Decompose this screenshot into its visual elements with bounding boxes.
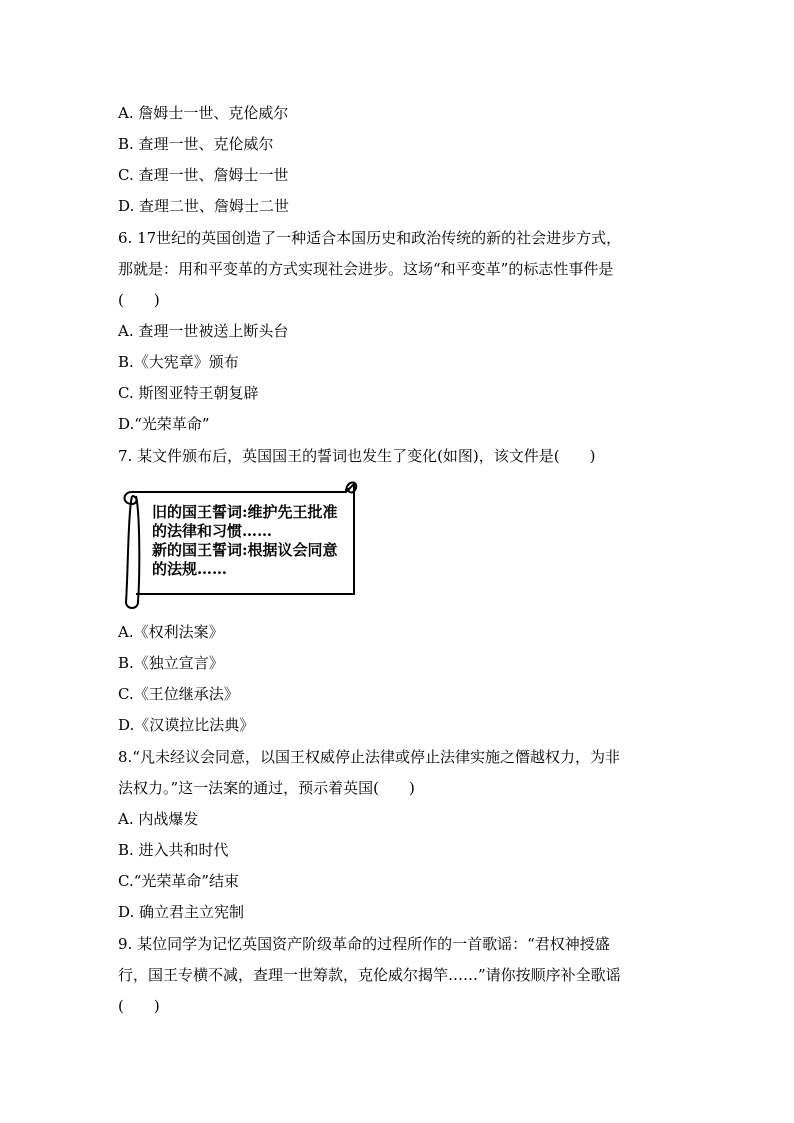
q6-option-c[interactable]: C. 斯图亚特王朝复辟 <box>118 384 259 402</box>
q5-option-b[interactable]: B. 查理一世、克伦威尔 <box>118 135 274 153</box>
scroll-line-4: 的法规…… <box>152 560 228 578</box>
scroll-text <box>152 503 338 579</box>
q6-option-d[interactable]: D.“光荣革命” <box>118 415 210 433</box>
q6-stem-line-2: 那就是：用和平变革的方式实现社会进步。这场“和平变革”的标志性事件是 <box>118 260 614 278</box>
q9-stem-line-1: 9. 某位同学为记忆英国资产阶级革命的过程所作的一首歌谣：“君权神授盛 <box>118 935 610 953</box>
q8-option-c[interactable]: C.“光荣革命”结束 <box>118 872 240 890</box>
q7-stem-line-1: 7. 某文件颁布后，英国国王的誓词也发生了变化(如图)，该文件是( ) <box>118 447 596 465</box>
q9-stem-line-2: 行，国王专横不减，查理一世筹款，克伦威尔揭竿……”请你按顺序补全歌谣 <box>118 966 621 984</box>
q5-option-d[interactable]: D. 查理二世、詹姆士二世 <box>118 197 290 215</box>
scroll-line-1: 旧的国王誓词:维护先王批准 <box>152 503 338 521</box>
q6-answer-blank: ( ) <box>118 291 160 309</box>
q5-option-a[interactable]: A. 詹姆士一世、克伦威尔 <box>118 104 289 122</box>
q5-option-c[interactable]: C. 查理一世、詹姆士一世 <box>118 166 289 184</box>
q6-option-b[interactable]: B.《大宪章》颁布 <box>118 353 239 371</box>
q8-option-a[interactable]: A. 内战爆发 <box>118 810 199 828</box>
q7-option-a[interactable]: A.《权利法案》 <box>118 623 224 641</box>
q7-option-c[interactable]: C.《王位继承法》 <box>118 685 239 703</box>
scroll-line-3: 新的国王誓词:根据议会同意 <box>152 541 338 559</box>
q7-option-d[interactable]: D.《汉谟拉比法典》 <box>118 716 255 734</box>
q8-option-d[interactable]: D. 确立君主立宪制 <box>118 903 245 921</box>
q9-answer-blank: ( ) <box>118 997 160 1015</box>
q8-stem-line-1: 8.“凡未经议会同意，以国王权威停止法律或停止法律实施之僭越权力，为非 <box>118 748 620 766</box>
q6-stem-line-1: 6. 17世纪的英国创造了一种适合本国历史和政治传统的新的社会进步方式， <box>118 229 622 247</box>
q6-option-a[interactable]: A. 查理一世被送上断头台 <box>118 322 289 340</box>
scroll-line-2: 的法律和习惯…… <box>152 522 273 540</box>
oath-scroll-figure <box>118 474 358 614</box>
q8-option-b[interactable]: B. 进入共和时代 <box>118 841 229 859</box>
q7-option-b[interactable]: B.《独立宣言》 <box>118 654 224 672</box>
q8-stem-line-2: 法权力。”这一法案的通过，预示着英国( ) <box>118 779 415 797</box>
